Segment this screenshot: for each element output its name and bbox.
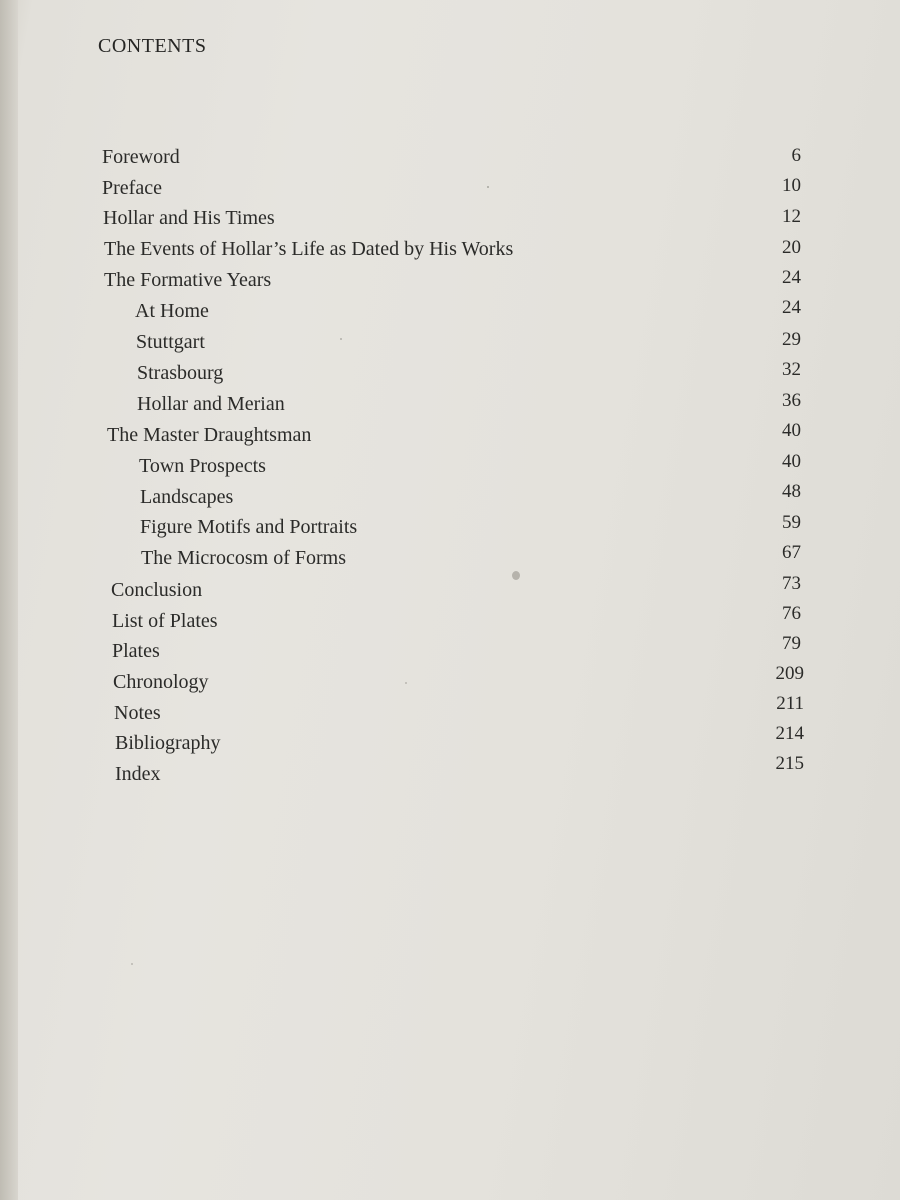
toc-entry-page: 40 [782,420,801,441]
toc-subentry-title: Figure Motifs and Portraits [140,516,358,538]
toc-subentry-title: Town Prospects [139,455,266,477]
toc-entry-page: 29 [782,329,801,350]
toc-entry-title: Preface [102,177,162,199]
toc-entry-page: 6 [791,145,801,166]
toc-entry-page: 214 [775,723,804,744]
toc-entry-page: 76 [782,603,801,624]
toc-entry-page: 59 [782,512,801,533]
toc-entry-page: 67 [782,542,801,563]
paper-speck [131,963,133,965]
toc-entry-page: 10 [782,175,801,196]
toc-entry-title: Index [115,763,161,785]
paper-speck [340,338,342,340]
toc-entry-page: 40 [782,451,801,472]
toc-entry-page: 79 [782,633,801,654]
toc-subentry-title: Stuttgart [136,331,205,353]
toc-entry-page: 209 [775,663,804,684]
toc-entry-page: 20 [782,237,801,258]
toc-entry-title: Chronology [113,671,209,693]
toc-entry-page: 215 [775,753,804,774]
toc-entry-title: The Master Draughtsman [107,424,312,446]
toc-entry-title: The Formative Years [104,269,272,291]
toc-entry-page: 73 [782,573,801,594]
toc-subentry-title: The Microcosm of Forms [141,547,346,569]
toc-entry-page: 211 [776,693,804,714]
toc-entry-page: 24 [782,267,801,288]
toc-entry-title: Conclusion [111,579,203,601]
toc-entry-page: 36 [782,390,801,411]
toc-entry-title: Hollar and His Times [103,207,275,229]
toc-subentry-title: Landscapes [140,486,234,508]
toc-subentry-title: Hollar and Merian [137,393,285,415]
toc-subentry-title: Strasbourg [137,362,224,384]
toc-entry-title: Foreword [102,146,180,168]
toc-entry-title: The Events of Hollar’s Life as Dated by His Works [104,238,514,260]
page-title: CONTENTS [98,35,207,57]
toc-entry-page: 32 [782,359,801,380]
paper-speck [405,682,407,684]
toc-entry-page: 48 [782,481,801,502]
toc-entry-title: Plates [112,640,160,662]
toc-entry-title: List of Plates [112,610,218,632]
paper-speck [512,571,520,580]
toc-entry-title: Notes [114,702,161,724]
toc-entry-title: Bibliography [115,732,221,754]
toc-subentry-title: At Home [135,300,209,322]
toc-entry-page: 12 [782,206,801,227]
toc-entry-page: 24 [782,297,801,318]
paper-speck [487,186,489,188]
